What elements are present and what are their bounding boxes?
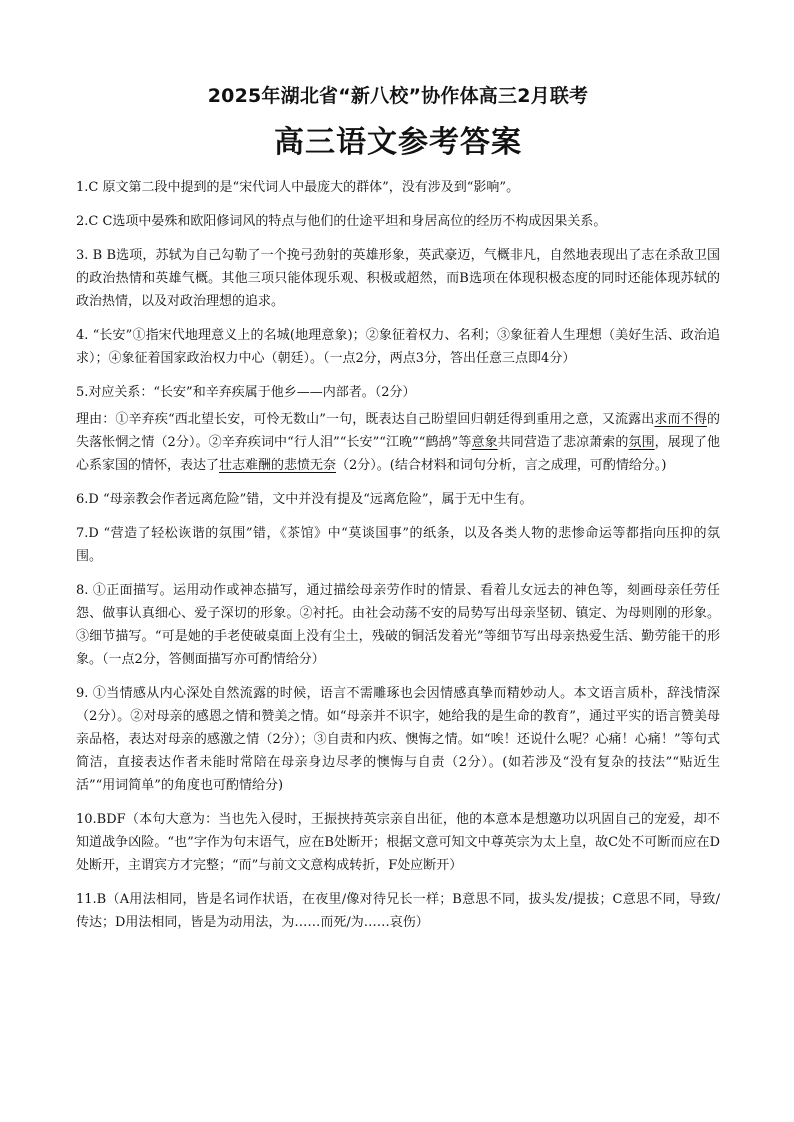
answer-text: 7.D “营造了轻松诙谐的氛围”错，《茶馆》中“莫谈国事”的纸条，以及各类人物的悲惨命运等都指向压抑的氛围。 xyxy=(76,526,720,564)
answer-text: 11.B（A用法相同，皆是名词作状语，在夜里/像对待兄长一样；B意思不同，拔头发/提拔；C意思不同，导致/传达；D用法相同，皆是为动用法，为……而死/为……哀伤） xyxy=(76,892,720,930)
answer-text: 共同营造了悲凉萧索的 xyxy=(497,435,629,450)
underlined-phrase: 求而不得 xyxy=(654,412,707,427)
answer-text: ，展现了他心系家国的情怀，表达了 xyxy=(76,435,720,473)
answer-text: （2分）。(结合材料和词句分析，言之成理，可酌情给分。) xyxy=(336,458,667,473)
answer-text: 9. ①当情感从内心深处自然流露的时候，语言不需雕琢也会因情感真挚而精妙动人。本文语言质朴，辞浅情深（2分）。②对母亲的感恩之情和赞美之情。如“母亲并不识字，她给我的是生命的教育”，通过平实的语言赞美母亲品格，表达对母亲的感激之情（2分）；③自责和内疚、懊悔之情。如“唉！还说什么呢？心痛！心痛！”等句式简洁，直接表达作者未能时常陪在母亲身边尽孝的懊悔与自责（2分）。(如若涉及“没有复杂的技法”“贴近生活”“用词简单”的角度也可酌情给分) xyxy=(76,686,720,793)
answer-item-q9 xyxy=(76,682,720,797)
answer-text: 5.对应关系：“长安”和辛弃疾属于他乡——内部者。（2分） xyxy=(76,385,416,400)
answer-item-q5b xyxy=(76,408,720,477)
answer-item-q8 xyxy=(76,579,720,671)
answer-item-q3 xyxy=(76,244,720,313)
exam-title: 2025年湖北省“新八校”协作体高三2月联考 xyxy=(207,85,589,107)
answer-item-q1 xyxy=(76,176,720,199)
answer-text: 的失落怅惘之情（2分）。②辛弃疾词中“行人泪”“长安”“江晚”“鹧鸪”等 xyxy=(76,412,720,450)
answer-item-q2 xyxy=(76,210,720,233)
answer-text: 理由：①辛弃疾“西北望长安，可怜无数山”一句，既表达自己盼望回归朝廷得到重用之意，又流露出 xyxy=(76,412,655,427)
answer-item-q7 xyxy=(76,522,720,568)
answer-text: 6.D “母亲教会作者远离危险”错，文中并没有提及“远离危险”，属于无中生有。 xyxy=(76,492,533,507)
answer-item-q11 xyxy=(76,888,720,934)
answer-text: 8. ①正面描写。运用动作或神态描写，通过描绘母亲劳作时的情景、看着儿女远去的神色等，刻画母亲任劳任怨、做事认真细心、爱子深切的形象。②衬托。由社会动荡不安的局势写出母亲坚韧、镇定、为母则刚的形象。③细节描写。“可是她的手老使破桌面上没有尘土，残破的铜活发着光”等细节写出母亲热爱生活、勤劳能干的形象。（一点2分，答侧面描写亦可酌情给分） xyxy=(76,583,720,667)
answer-item-q6 xyxy=(76,488,720,511)
underlined-phrase: 氛围 xyxy=(628,435,655,450)
answer-text: 4. “长安”①指宋代地理意义上的名城(地理意象)；②象征着权力、名利；③象征着人生理想（美好生活、政治追求）；④象征着国家政治权力中心（朝廷）。（一点2分，两点3分，答出任意三点即4分） xyxy=(76,328,720,366)
answer-item-q4 xyxy=(76,324,720,370)
answer-list xyxy=(76,176,720,934)
document-title: 高三语文参考答案 xyxy=(274,125,522,160)
answer-text: 2.C C选项中晏殊和欧阳修词风的特点与他们的仕途平坦和身居高位的经历不构成因果关系。 xyxy=(76,214,607,229)
answer-text: 3. B B选项，苏轼为自己勾勒了一个挽弓劲射的英雄形象，英武豪迈，气概非凡，自然地表现出了志在杀敌卫国的政治热情和英雄气概。其他三项只能体现乐观、积极或超然，而B选项在体现积极态度的同时还能体现苏轼的政治热情，以及对政治理想的追求。 xyxy=(76,248,720,309)
underlined-phrase: 壮志难酬的悲愤无奈 xyxy=(219,458,337,473)
answer-item-q10 xyxy=(76,808,720,877)
answer-text: 10.BDF（本句大意为：当也先入侵时，王振挟持英宗亲自出征，他的本意本是想邀功以巩固自己的宠爱，却不知道战争凶险。“也”字作为句末语气，应在B处断开；根据文意可知文中尊英宗为太上皇，故C处不可断而应在D处断开，主谓宾方才完整；“而”与前文文意构成转折，F处应断开） xyxy=(76,812,720,873)
underlined-phrase: 意象 xyxy=(471,435,498,450)
answer-text: 1.C 原文第二段中提到的是“宋代词人中最庞大的群体”，没有涉及到“影响”。 xyxy=(76,180,520,195)
answer-item-q5a xyxy=(76,381,720,404)
